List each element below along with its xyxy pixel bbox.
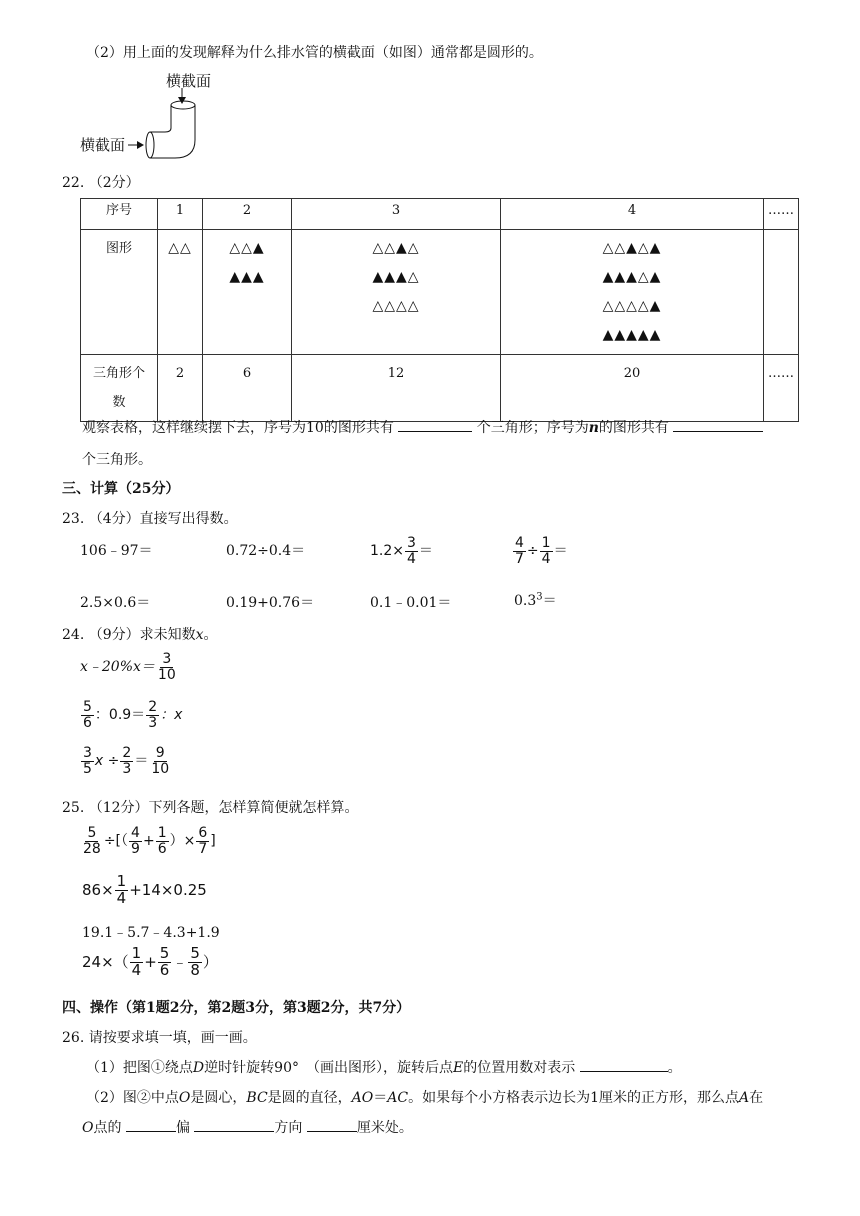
segment-ac: AC bbox=[387, 1090, 409, 1106]
fraction bbox=[81, 746, 94, 776]
shape-cell bbox=[292, 230, 501, 355]
text-part: 点的 bbox=[93, 1120, 122, 1136]
answer-blank[interactable] bbox=[307, 1117, 357, 1132]
q26-part2-cont bbox=[82, 1117, 413, 1137]
shape-row: △△▲ bbox=[229, 240, 265, 256]
header-cell: 2 bbox=[203, 199, 292, 230]
obs-text: 个三角形；序号为 bbox=[476, 420, 589, 436]
eq-part: ＝ bbox=[134, 753, 149, 770]
denominator: 7 bbox=[198, 840, 208, 857]
expr-part: ＝ bbox=[418, 543, 433, 560]
count-label-line: 三角形个 bbox=[92, 366, 145, 381]
fraction bbox=[115, 874, 129, 907]
eq-part: ：0.9＝ bbox=[94, 707, 146, 724]
denominator: 28 bbox=[83, 840, 101, 857]
obs-text: 的图形共有 bbox=[598, 420, 669, 436]
shape-row: △△△△ bbox=[372, 298, 420, 314]
expr-part: ） bbox=[202, 952, 218, 971]
q23-expr-4 bbox=[512, 536, 568, 566]
count-cell: 20 bbox=[501, 355, 764, 422]
answer-blank[interactable] bbox=[398, 417, 472, 432]
count-cell: …… bbox=[764, 355, 799, 422]
header-cell: 3 bbox=[292, 199, 501, 230]
text-part: 方向 bbox=[274, 1120, 303, 1136]
q22-label: 22. （2分） bbox=[62, 175, 140, 191]
answer-blank[interactable] bbox=[580, 1057, 668, 1072]
var-x: x bbox=[195, 627, 204, 643]
fraction bbox=[146, 700, 159, 730]
table-row bbox=[81, 355, 799, 422]
numerator: 2 bbox=[148, 699, 158, 715]
q23-expr-3 bbox=[370, 536, 433, 566]
answer-blank[interactable] bbox=[126, 1117, 176, 1132]
q24-label bbox=[62, 624, 218, 644]
section4-title: 四、操作（第1题2分，第2题3分，第3题2分，共7分） bbox=[62, 1000, 411, 1016]
text-part: （1）把图①绕点 bbox=[86, 1060, 193, 1076]
pipe-figure bbox=[80, 70, 220, 165]
q23-expr-5: 2.5×0.6＝ bbox=[80, 595, 151, 611]
text-part: 是圆心， bbox=[190, 1090, 247, 1106]
obs-text: 观察表格，这样继续摆下去，序号为10的图形共有 bbox=[82, 420, 394, 436]
q25-problem-1 bbox=[80, 826, 216, 856]
q22-observation bbox=[82, 417, 763, 437]
table-row bbox=[81, 230, 799, 355]
numerator: 3 bbox=[407, 535, 416, 551]
numerator: 1 bbox=[131, 944, 142, 962]
expr-part: ＝ bbox=[553, 543, 568, 560]
q25-problem-4 bbox=[82, 946, 218, 979]
denominator: 7 bbox=[515, 550, 524, 567]
text-part: 。 bbox=[667, 1060, 682, 1076]
expr-part: 0.3 bbox=[514, 593, 537, 609]
header-cell: …… bbox=[764, 199, 799, 230]
denominator: 8 bbox=[190, 960, 200, 979]
numerator: 2 bbox=[122, 745, 132, 761]
expr-part: ）× bbox=[169, 833, 196, 850]
q22-observation-end: 个三角形。 bbox=[82, 452, 152, 468]
count-label bbox=[81, 355, 158, 422]
answer-blank[interactable] bbox=[194, 1117, 274, 1132]
label-text: 24. （9分）求未知数 bbox=[62, 627, 196, 643]
denominator: 9 bbox=[131, 840, 140, 857]
expr-part: ÷[（ bbox=[103, 833, 129, 850]
numerator: 1 bbox=[157, 825, 167, 841]
expr-part: + bbox=[142, 833, 155, 850]
fraction bbox=[149, 746, 171, 776]
fraction bbox=[156, 652, 178, 682]
denominator: 4 bbox=[131, 960, 142, 979]
q23-expr-6: 0.19+0.76＝ bbox=[226, 595, 315, 611]
fraction bbox=[540, 536, 553, 566]
header-cell: 序号 bbox=[81, 199, 158, 230]
numerator: 5 bbox=[159, 944, 170, 962]
label-text: 。 bbox=[203, 627, 218, 643]
text-part: 。如果每个小方格表示边长为1厘米的正方形，那么点 bbox=[408, 1090, 739, 1106]
q21-part2-text: （2）用上面的发现解释为什么排水管的横截面（如图）通常都是圆形的。 bbox=[86, 45, 543, 61]
denominator: 10 bbox=[157, 666, 176, 683]
denominator: 4 bbox=[541, 550, 551, 567]
segment-ao: AO bbox=[351, 1090, 374, 1106]
shape-row: ▲▲▲△ bbox=[372, 269, 420, 285]
figure-label-top: 横截面 bbox=[166, 72, 212, 90]
numerator: 9 bbox=[155, 745, 165, 761]
q23-expr-8 bbox=[514, 590, 557, 610]
point-o: O bbox=[82, 1120, 94, 1136]
denominator: 5 bbox=[83, 760, 92, 777]
shape-cell bbox=[764, 230, 799, 355]
eq-part: ：x bbox=[160, 707, 183, 724]
point-o: O bbox=[178, 1090, 191, 1106]
answer-blank[interactable] bbox=[673, 417, 763, 432]
text-part: 偏 bbox=[175, 1120, 190, 1136]
q23-label: 23. （4分）直接写出得数。 bbox=[62, 511, 238, 527]
pipe-drawing bbox=[80, 70, 220, 165]
fraction bbox=[130, 946, 144, 979]
numerator: 3 bbox=[83, 745, 92, 761]
pattern-table bbox=[80, 198, 799, 422]
shape-row: ▲▲▲▲▲ bbox=[602, 327, 662, 343]
expr-part: +14×0.25 bbox=[129, 880, 207, 899]
denominator: 6 bbox=[157, 840, 167, 857]
shape-row: ▲▲▲△▲ bbox=[602, 269, 662, 285]
shape-row: △△△△▲ bbox=[602, 298, 662, 314]
point-d: D bbox=[192, 1060, 205, 1076]
var-n: n bbox=[588, 420, 599, 436]
expr-part: ﹣ bbox=[172, 952, 188, 971]
segment-bc: BC bbox=[246, 1090, 268, 1106]
fraction bbox=[81, 826, 103, 856]
shape-cell bbox=[158, 230, 203, 355]
expr-part: ÷ bbox=[526, 543, 539, 560]
eq-part: x ÷ bbox=[94, 753, 120, 770]
header-cell: 4 bbox=[501, 199, 764, 230]
shape-cell bbox=[501, 230, 764, 355]
text-part: 的位置用数对表示 bbox=[463, 1060, 576, 1076]
numerator: 3 bbox=[162, 651, 172, 667]
q25-problem-3: 19.1﹣5.7﹣4.3+1.9 bbox=[82, 925, 220, 941]
header-cell: 1 bbox=[158, 199, 203, 230]
text-part: 逆时针旋转90° （画出图形），旋转后点 bbox=[204, 1060, 453, 1076]
numerator: 1 bbox=[541, 535, 551, 551]
point-e: E bbox=[452, 1060, 464, 1076]
fraction bbox=[156, 826, 169, 856]
denominator: 6 bbox=[83, 714, 92, 731]
numerator: 4 bbox=[515, 535, 524, 551]
denominator: 4 bbox=[116, 888, 127, 907]
fraction bbox=[129, 826, 142, 856]
denominator: 3 bbox=[122, 760, 132, 777]
fraction bbox=[513, 536, 526, 566]
denominator: 10 bbox=[151, 760, 170, 777]
shape-row: ▲▲▲ bbox=[229, 269, 265, 285]
count-cell: 12 bbox=[292, 355, 501, 422]
fraction bbox=[405, 536, 418, 566]
count-cell: 2 bbox=[158, 355, 203, 422]
count-label-line: 数 bbox=[112, 395, 126, 410]
numerator: 4 bbox=[131, 825, 140, 841]
numerator: 5 bbox=[190, 944, 200, 962]
shape-row: △△▲△ bbox=[372, 240, 420, 256]
shape-row: △△▲△▲ bbox=[602, 240, 662, 256]
text-part: 在 bbox=[749, 1090, 764, 1106]
section3-title: 三、计算（25分） bbox=[62, 481, 180, 497]
shape-cell bbox=[203, 230, 292, 355]
q24-eq-1 bbox=[80, 652, 179, 682]
numerator: 5 bbox=[87, 825, 97, 841]
q26-part1 bbox=[86, 1057, 682, 1077]
text-part: 厘米处。 bbox=[356, 1120, 413, 1136]
table-row bbox=[81, 199, 799, 230]
eq-part: x﹣20%x＝ bbox=[80, 659, 155, 676]
q23-expr-2: 0.72÷0.4＝ bbox=[226, 543, 306, 559]
row-label: 图形 bbox=[81, 230, 158, 355]
denominator: 4 bbox=[407, 550, 416, 567]
fraction bbox=[81, 700, 94, 730]
shape-row: △△ bbox=[168, 240, 192, 256]
expr-part: ] bbox=[210, 833, 216, 850]
q24-eq-3 bbox=[80, 746, 172, 776]
point-a: A bbox=[739, 1090, 750, 1106]
expr-part: ＝ bbox=[542, 593, 557, 609]
q25-label: 25. （12分）下列各题，怎样算简便就怎样算。 bbox=[62, 800, 359, 816]
numerator: 5 bbox=[83, 699, 92, 715]
numerator: 6 bbox=[198, 825, 208, 841]
text-part: 是圆的直径， bbox=[267, 1090, 352, 1106]
fraction bbox=[120, 746, 133, 776]
expr-part: 86× bbox=[82, 880, 114, 899]
text-part: （2）图②中点 bbox=[86, 1090, 179, 1106]
q23-expr-7: 0.1﹣0.01＝ bbox=[370, 595, 452, 611]
q23-expr-1: 106﹣97＝ bbox=[80, 543, 153, 559]
q26-label: 26. 请按要求填一填，画一画。 bbox=[62, 1030, 257, 1046]
fraction bbox=[196, 826, 209, 856]
q24-eq-2 bbox=[80, 700, 182, 730]
expr-part: 24×（ bbox=[82, 952, 129, 971]
count-cell: 6 bbox=[203, 355, 292, 422]
denominator: 3 bbox=[148, 714, 158, 731]
q26-part2 bbox=[86, 1087, 763, 1107]
text-part: ＝ bbox=[373, 1090, 388, 1106]
exponent: 3 bbox=[536, 591, 543, 603]
q25-problem-2 bbox=[82, 874, 207, 907]
figure-label-left: 横截面 bbox=[80, 136, 126, 154]
expr-part: 1.2× bbox=[370, 543, 404, 560]
expr-part: + bbox=[144, 952, 157, 971]
numerator: 1 bbox=[116, 872, 127, 890]
fraction bbox=[158, 946, 172, 979]
denominator: 6 bbox=[159, 960, 170, 979]
fraction bbox=[188, 946, 202, 979]
